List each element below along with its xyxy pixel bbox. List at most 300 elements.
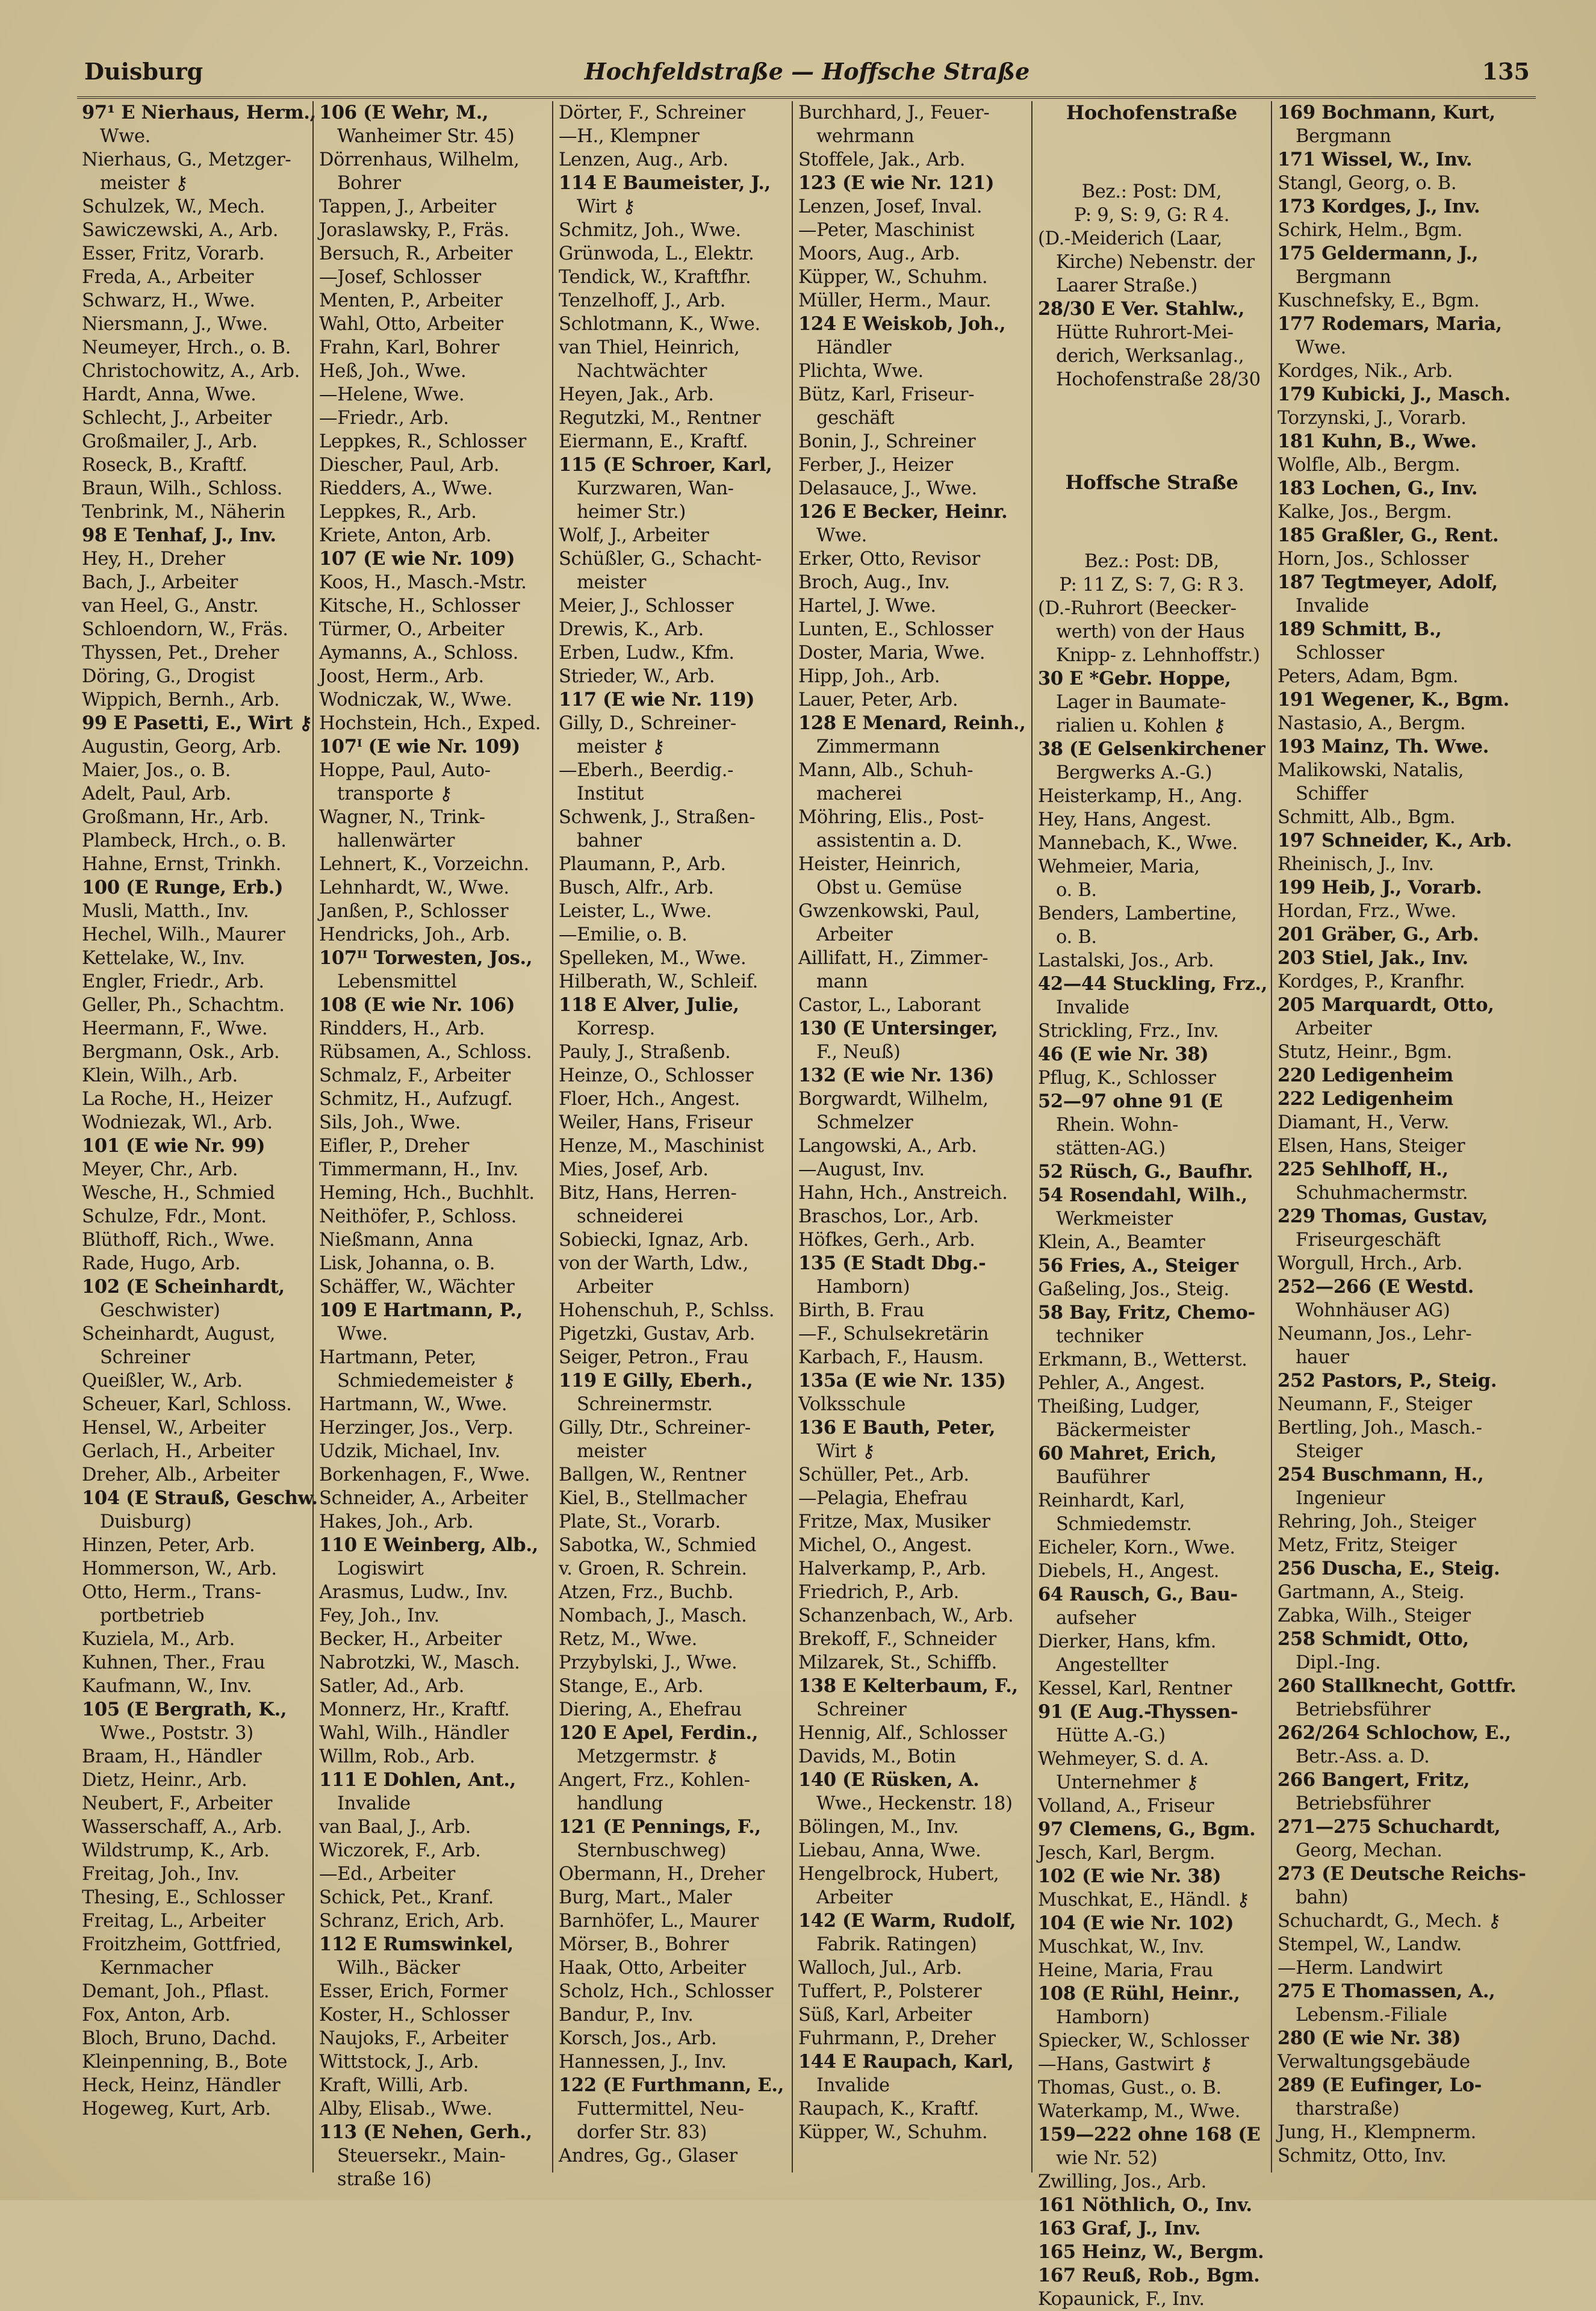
resident-entry: Wwe., Poststr. 3) (100, 1723, 253, 1744)
resident-entry: Hoppe, Paul, Auto- (319, 760, 491, 781)
house-entry: 58 Bay, Fritz, Chemo- (1038, 1302, 1255, 1323)
house-entry: 252 Pastors, P., Steig. (1278, 1370, 1497, 1392)
resident-entry: Borgwardt, Wilhelm, (798, 1089, 989, 1110)
house-entry: 104 (E wie Nr. 102) (1038, 1912, 1234, 1934)
house-entry: 38 (E Gelsenkirchener (1038, 738, 1265, 760)
resident-entry: Bohrer (337, 173, 401, 194)
resident-entry: —Peter, Maschinist (798, 220, 975, 241)
house-entry: 175 Geldermann, J., (1278, 243, 1479, 264)
resident-entry: Kleinpenning, B., Bote (82, 2051, 288, 2073)
resident-entry: Plichta, Wwe. (798, 361, 924, 382)
resident-entry: Thyssen, Pet., Dreher (82, 642, 279, 664)
resident-entry: Wahl, Wilh., Händler (319, 1723, 509, 1744)
resident-entry: Tenzelhoff, J., Arb. (559, 290, 726, 311)
resident-entry: Hamborn) (1056, 2007, 1150, 2028)
house-entry: 142 (E Warm, Rudolf, (798, 1910, 1016, 1932)
resident-entry: Lehnert, K., Vorzeichn. (319, 854, 529, 875)
column-divider (792, 101, 793, 2173)
resident-entry: Eiermann, E., Kraftf. (559, 431, 748, 452)
resident-entry: Waterkamp, M., Wwe. (1038, 2101, 1241, 2122)
resident-entry: Fey, Joh., Inv. (319, 1605, 439, 1626)
resident-entry: Peters, Adam, Bgm. (1278, 666, 1459, 687)
house-entry: 64 Rausch, G., Bau- (1038, 1584, 1238, 1605)
resident-entry: Schwarz, H., Wwe. (82, 290, 255, 311)
house-entry: 52 Rüsch, G., Baufhr. (1038, 1161, 1253, 1183)
house-entry: 107ᴵ (E wie Nr. 109) (319, 736, 520, 757)
resident-entry: Schüßler, G., Schacht- (559, 549, 762, 570)
resident-entry: Wwe., Heckenstr. 18) (816, 1793, 1013, 1814)
resident-entry: Mann, Alb., Schuh- (798, 760, 973, 781)
resident-entry: Pflug, K., Schlosser (1038, 1068, 1216, 1089)
resident-entry: Rhein. Wohn- (1056, 1115, 1179, 1136)
resident-entry: F., Neuß) (816, 1042, 901, 1063)
resident-entry: Michel, O., Angest. (798, 1535, 972, 1556)
resident-entry: Bauführer (1056, 1467, 1150, 1488)
house-entry: 185 Graßler, G., Rent. (1278, 524, 1499, 546)
resident-entry: Nabrotzki, W., Masch. (319, 1652, 520, 1673)
resident-entry: Korsch, Jos., Arb. (559, 2028, 717, 2049)
resident-entry: Frahn, Karl, Bohrer (319, 337, 500, 358)
resident-entry: aufseher (1056, 1608, 1136, 1629)
resident-entry: Stange, E., Arb. (559, 1676, 704, 1697)
house-entry: 140 (E Rüsken, A. (798, 1769, 980, 1791)
resident-entry: Bölingen, M., Inv. (798, 1817, 959, 1838)
resident-entry: Hommerson, W., Arb. (82, 1558, 277, 1579)
resident-entry: Andres, Gg., Glaser (559, 2145, 737, 2166)
resident-entry: Arbeiter (816, 1887, 893, 1908)
house-entry: 102 (E Scheinhardt, (82, 1276, 285, 1298)
resident-entry: (D.-Ruhrort (Beecker- (1038, 598, 1237, 619)
resident-entry: —Pelagia, Ehefrau (798, 1488, 968, 1509)
resident-entry: stätten-AG.) (1056, 1138, 1166, 1159)
resident-entry: Meyer, Chr., Arb. (82, 1159, 238, 1180)
resident-entry: Hey, H., Dreher (82, 549, 225, 570)
resident-entry: tharstraße) (1296, 2098, 1400, 2120)
resident-entry: Schmitz, Joh., Wwe. (559, 220, 741, 241)
resident-entry: Theißing, Ludger, (1038, 1396, 1200, 1417)
resident-entry: Mies, Josef, Arb. (559, 1159, 709, 1180)
resident-entry: Neumeyer, Hrch., o. B. (82, 337, 291, 358)
resident-entry: Geschwister) (100, 1300, 220, 1321)
resident-entry: Hengelbrock, Hubert, (798, 1864, 999, 1885)
resident-entry: Wilh., Bäcker (337, 1958, 460, 1979)
resident-entry: Busch, Alfr., Arb. (559, 877, 714, 898)
resident-entry: Bitz, Hans, Herren- (559, 1183, 737, 1204)
resident-entry: —Friedr., Arb. (319, 408, 449, 429)
resident-entry: Wagner, N., Trink- (319, 807, 485, 828)
resident-entry: Bergmann (1296, 267, 1391, 288)
resident-entry: Duisburg) (100, 1511, 191, 1532)
street-heading: Hoffsche Straße (1065, 471, 1238, 494)
resident-entry: Worgull, Hrch., Arb. (1278, 1253, 1463, 1274)
resident-entry: Wwe. (337, 1323, 388, 1345)
resident-entry: Schiffer (1296, 783, 1368, 804)
resident-entry: Neithöfer, P., Schloss. (319, 1206, 517, 1227)
house-entry: 135a (E wie Nr. 135) (798, 1370, 1006, 1392)
resident-entry: Hendricks, Joh., Arb. (319, 924, 511, 945)
resident-entry: Engler, Friedr., Arb. (82, 971, 264, 992)
resident-entry: Strickling, Frz., Inv. (1038, 1021, 1219, 1042)
resident-entry: Fabrik. Ratingen) (816, 1934, 977, 1955)
resident-entry: Knipp- z. Lehnhoffstr.) (1056, 645, 1260, 666)
resident-entry: Lastalski, Jos., Arb. (1038, 950, 1214, 971)
resident-entry: Schulze, Fdr., Mont. (82, 1206, 267, 1227)
house-entry: 117 (E wie Nr. 119) (559, 689, 755, 711)
resident-entry: Sabotka, W., Schmied (559, 1535, 757, 1556)
house-entry: 56 Fries, A., Steiger (1038, 1255, 1238, 1277)
house-entry: 260 Stallknecht, Gottfr. (1278, 1675, 1517, 1697)
house-entry: 187 Tegtmeyer, Adolf, (1278, 571, 1498, 593)
resident-entry: Kuziela, M., Arb. (82, 1629, 235, 1650)
resident-entry: —Herm. Landwirt (1278, 1958, 1442, 1979)
resident-entry: Bertling, Joh., Masch.- (1278, 1417, 1482, 1439)
column-4 (793, 101, 1029, 2185)
resident-entry: Moors, Aug., Arb. (798, 243, 960, 264)
resident-entry: Joraslawsky, P., Fräs. (319, 220, 509, 241)
resident-entry: Mannebach, K., Wwe. (1038, 833, 1238, 854)
resident-entry: Höfkes, Gerh., Arb. (798, 1230, 975, 1251)
resident-entry: Bersuch, R., Arbeiter (319, 243, 513, 264)
spacer (1038, 504, 1265, 540)
resident-entry: Mörser, B., Bohrer (559, 1934, 729, 1955)
resident-entry: Barnhöfer, L., Maurer (559, 1911, 759, 1932)
resident-entry: Futtermittel, Neu- (577, 2098, 744, 2120)
resident-entry: Hensel, W., Arbeiter (82, 1417, 266, 1439)
column-divider (1031, 101, 1032, 2173)
resident-entry: Froitzheim, Gottfried, (82, 1934, 282, 1955)
house-entry: 109 E Hartmann, P., (319, 1299, 523, 1321)
resident-entry: Wwe. (100, 126, 151, 147)
resident-entry: Türmer, O., Arbeiter (319, 619, 505, 640)
spacer (1038, 134, 1265, 170)
resident-entry: Timmermann, H., Inv. (319, 1159, 519, 1180)
resident-entry: Schranz, Erich, Arb. (319, 1911, 505, 1932)
resident-entry: Esser, Fritz, Vorarb. (82, 243, 265, 264)
resident-entry: Wippich, Bernh., Arb. (82, 689, 280, 711)
house-entry: 289 (E Eufinger, Lo- (1278, 2074, 1482, 2096)
resident-entry: Reinhardt, Karl, (1038, 1490, 1185, 1511)
resident-entry: Nierhaus, G., Metzger- (82, 149, 291, 170)
resident-entry: La Roche, H., Heizer (82, 1089, 273, 1110)
resident-entry: Heß, Joh., Wwe. (319, 361, 467, 382)
resident-entry: Steiger (1296, 1441, 1363, 1462)
resident-entry: Kettelake, W., Inv. (82, 948, 245, 969)
house-entry: 280 (E wie Nr. 38) (1278, 2027, 1461, 2049)
resident-entry: Koos, H., Masch.-Mstr. (319, 572, 527, 593)
resident-entry: Nachtwächter (577, 361, 707, 382)
resident-entry: Thomas, Gust., o. B. (1038, 2077, 1222, 2098)
resident-entry: techniker (1056, 1326, 1143, 1347)
resident-entry: Kiel, B., Stellmacher (559, 1488, 747, 1509)
resident-entry: Hechel, Wilh., Maurer (82, 924, 285, 945)
resident-entry: Hartmann, W., Wwe. (319, 1394, 508, 1415)
resident-entry: Wodniczak, W., Wwe. (319, 689, 512, 711)
house-entry: 28/30 E Ver. Stahlw., (1038, 298, 1245, 320)
house-entry: 126 E Becker, Heinr. (798, 501, 1008, 523)
resident-entry: Sternbuschweg) (577, 1840, 727, 1861)
resident-entry: Wiczorek, F., Arb. (319, 1840, 481, 1861)
house-entry: 138 E Kelterbaum, F., (798, 1675, 1018, 1697)
column-divider (552, 101, 553, 2173)
resident-entry: Heck, Heinz, Händler (82, 2075, 281, 2096)
house-entry: 124 E Weiskob, Joh., (798, 313, 1006, 335)
resident-entry: Fox, Anton, Arb. (82, 2005, 231, 2026)
house-entry: 203 Stiel, Jak., Inv. (1278, 947, 1468, 969)
house-entry: 108 (E wie Nr. 106) (319, 994, 515, 1016)
resident-entry: Gilly, D., Schreiner- (559, 713, 736, 734)
house-entry: 144 E Raupach, Karl, (798, 2051, 1014, 2073)
resident-entry: Arbeiter (577, 1277, 653, 1298)
running-head (84, 58, 1530, 100)
resident-entry: Diamant, H., Verw. (1278, 1112, 1450, 1133)
resident-entry: Schreinermstr. (577, 1394, 713, 1415)
house-entry: 105 (E Bergrath, K., (82, 1699, 287, 1720)
resident-entry: Dietz, Heinr., Arb. (82, 1770, 247, 1791)
resident-entry: macherei (816, 783, 902, 804)
house-entry: 181 Kuhn, B., Wwe. (1278, 431, 1477, 452)
resident-entry: Ferber, J., Heizer (798, 455, 953, 476)
house-entry: 266 Bangert, Fritz, (1278, 1769, 1470, 1791)
resident-entry: meister (577, 572, 647, 593)
resident-entry: Sobiecki, Ignaz, Arb. (559, 1230, 749, 1251)
column-2 (314, 101, 550, 2190)
resident-entry: Bäckermeister (1056, 1420, 1190, 1441)
resident-entry: Laarer Straße.) (1056, 275, 1197, 296)
resident-entry: Schmiedemeister ⚷ (337, 1370, 516, 1392)
resident-entry: Brekoff, F., Schneider (798, 1629, 996, 1650)
house-entry: 122 (E Furthmann, E., (559, 2074, 784, 2096)
resident-entry: Thesing, E., Schlosser (82, 1887, 285, 1908)
house-entry: 102 (E wie Nr. 38) (1038, 1865, 1222, 1887)
resident-entry: Bütz, Karl, Friseur- (798, 384, 975, 405)
resident-entry: —Josef, Schlosser (319, 267, 481, 288)
column-6 (1273, 101, 1526, 2185)
resident-entry: Scheinhardt, August, (82, 1323, 276, 1345)
resident-entry: Hochofenstraße 28/30 (1056, 369, 1261, 390)
resident-entry: Roseck, B., Kraftf. (82, 455, 247, 476)
resident-entry: Musli, Matth., Inv. (82, 901, 249, 922)
house-entry: 256 Duscha, E., Steig. (1278, 1558, 1500, 1579)
resident-entry: Weiler, Hans, Friseur (559, 1112, 753, 1133)
resident-entry: handlung (577, 1793, 663, 1814)
resident-entry: Jung, H., Klempnerm. (1278, 2122, 1477, 2143)
resident-entry: Dierker, Hans, kfm. (1038, 1631, 1217, 1652)
house-entry: 100 (E Runge, Erb.) (82, 877, 284, 898)
resident-entry: Schmelzer (816, 1112, 913, 1133)
resident-entry: hallenwärter (337, 830, 455, 851)
resident-entry: Dörrenhaus, Wilhelm, (319, 149, 520, 170)
resident-entry: Kraft, Willi, Arb. (319, 2075, 469, 2096)
resident-entry: Christochowitz, A., Arb. (82, 361, 300, 382)
resident-entry: Wehmeier, Maria, (1038, 856, 1200, 877)
resident-entry: Lauer, Peter, Arb. (798, 689, 958, 711)
resident-entry: Maier, Jos., o. B. (82, 760, 231, 781)
resident-entry: Nastasio, A., Bergm. (1278, 713, 1466, 734)
resident-entry: v. Groen, R. Schrein. (559, 1558, 747, 1579)
house-entry: 225 Sehlhoff, H., (1278, 1159, 1449, 1180)
resident-entry: Küpper, W., Schuhm. (798, 2122, 988, 2143)
resident-entry: derich, Werksanlag., (1056, 346, 1244, 367)
resident-entry: Bergwerks A.-G.) (1056, 762, 1213, 783)
resident-entry: Regutzki, M., Rentner (559, 408, 761, 429)
resident-entry: —Eberh., Beerdig.- (559, 760, 734, 781)
resident-entry: Neubert, F., Arbeiter (82, 1793, 273, 1814)
resident-entry: Werkmeister (1056, 1208, 1173, 1230)
resident-entry: Elsen, Hans, Steiger (1278, 1136, 1465, 1157)
house-entry: 183 Lochen, G., Inv. (1278, 477, 1478, 499)
house-entry: 161 Nöthlich, O., Inv. (1038, 2194, 1252, 2216)
resident-entry: Wohnhäuser AG) (1296, 1300, 1450, 1321)
resident-entry: Schreiner (816, 1699, 907, 1720)
resident-entry: Otto, Herm., Trans- (82, 1582, 261, 1603)
house-entry: 189 Schmitt, B., (1278, 618, 1442, 640)
resident-entry: Hordan, Frz., Wwe. (1278, 901, 1456, 922)
resident-entry: Birth, B. Frau (798, 1300, 925, 1321)
resident-entry: Invalide (337, 1793, 411, 1814)
resident-entry: Koster, H., Schlosser (319, 2005, 509, 2026)
resident-entry: Strieder, W., Arb. (559, 666, 715, 687)
resident-entry: Schulzek, W., Mech. (82, 196, 265, 217)
resident-entry: —Hans, Gastwirt ⚷ (1038, 2054, 1213, 2075)
resident-entry: Wwe. (1296, 337, 1347, 358)
resident-entry: Haak, Otto, Arbeiter (559, 1958, 746, 1979)
resident-entry: Metz, Fritz, Steiger (1278, 1535, 1457, 1556)
resident-entry: Hardt, Anna, Wwe. (82, 384, 256, 405)
resident-entry: Neumann, Jos., Lehr- (1278, 1323, 1472, 1345)
spacer (1038, 401, 1265, 461)
resident-entry: Schick, Pet., Kranf. (319, 1887, 494, 1908)
resident-entry: Queißler, W., Arb. (82, 1370, 243, 1392)
resident-entry: Eifler, P., Dreher (319, 1136, 470, 1157)
resident-entry: Georg, Mechan. (1296, 1840, 1442, 1861)
resident-entry: mann (816, 971, 868, 992)
resident-entry: Wehmeyer, S. d. A. (1038, 1749, 1209, 1770)
house-entry: 136 E Bauth, Peter, (798, 1417, 996, 1439)
resident-entry: Kaufmann, W., Inv. (82, 1676, 252, 1697)
column-divider (312, 101, 314, 2173)
resident-entry: Kalke, Jos., Bergm. (1278, 502, 1452, 523)
resident-entry: Wirt ⚷ (577, 196, 636, 217)
house-entry: 229 Thomas, Gustav, (1278, 1205, 1488, 1227)
resident-entry: Wahl, Otto, Arbeiter (319, 314, 503, 335)
resident-entry: Schmitz, Otto, Inv. (1278, 2145, 1447, 2166)
resident-entry: Schneider, A., Arbeiter (319, 1488, 528, 1509)
resident-entry: Arbeiter (1296, 1018, 1372, 1039)
resident-entry: Arasmus, Ludw., Inv. (319, 1582, 509, 1603)
house-entry: 113 (E Nehen, Gerh., (319, 2121, 532, 2143)
resident-entry: Bergmann (1296, 126, 1391, 147)
resident-entry: Dipl.-Ing. (1296, 1652, 1381, 1673)
resident-entry: Meier, J., Schlosser (559, 596, 734, 617)
resident-entry: Schuchardt, G., Mech. ⚷ (1278, 1911, 1501, 1932)
resident-entry: Volland, A., Friseur (1038, 1796, 1214, 1817)
resident-entry: Fuhrmann, P., Dreher (798, 2028, 996, 2049)
resident-entry: Döring, G., Drogist (82, 666, 255, 687)
resident-entry: Hochstein, Hch., Exped. (319, 713, 541, 734)
resident-entry: Erker, Otto, Revisor (798, 549, 980, 570)
house-entry: 107 (E wie Nr. 109) (319, 548, 515, 570)
resident-entry: Gerlach, H., Arbeiter (82, 1441, 275, 1462)
resident-entry: Horn, Jos., Schlosser (1278, 549, 1469, 570)
resident-entry: Kessel, Karl, Rentner (1038, 1678, 1232, 1699)
resident-entry: Seiger, Petron., Frau (559, 1347, 749, 1368)
resident-entry: Karbach, F., Hausm. (798, 1347, 984, 1368)
resident-entry: Burg, Mart., Maler (559, 1887, 732, 1908)
resident-entry: Hütte A.-G.) (1056, 1725, 1166, 1746)
resident-entry: Dörter, F., Schreiner (559, 102, 745, 123)
house-entry: 99 E Pasetti, E., Wirt ⚷ (82, 712, 312, 734)
resident-entry: Lehnhardt, W., Wwe. (319, 877, 509, 898)
house-entry: 171 Wissel, W., Inv. (1278, 149, 1473, 170)
resident-entry: Plambeck, Hrch., o. B. (82, 830, 287, 851)
resident-entry: Leppkes, R., Arb. (319, 502, 477, 523)
resident-entry: Demant, Joh., Pflast. (82, 1981, 270, 2002)
resident-entry: Kuhnen, Ther., Frau (82, 1652, 265, 1673)
house-entry: 121 (E Pennings, F., (559, 1816, 761, 1838)
resident-entry: Heine, Maria, Frau (1038, 1960, 1213, 1981)
house-entry: 111 E Dohlen, Ant., (319, 1769, 516, 1791)
resident-entry: van Baal, J., Arb. (319, 1817, 471, 1838)
resident-entry: dorfer Str. 83) (577, 2122, 707, 2143)
resident-entry: Pehler, A., Angest. (1038, 1373, 1205, 1394)
resident-entry: bahn) (1296, 1887, 1349, 1908)
resident-entry: Broch, Aug., Inv. (798, 572, 950, 593)
resident-entry: Castor, L., Laborant (798, 995, 981, 1016)
resident-entry: Hartel, J. Wwe. (798, 596, 936, 617)
house-entry: 128 E Menard, Reinh., (798, 712, 1026, 734)
house-entry: 98 E Tenhaf, J., Inv. (82, 524, 276, 546)
resident-entry: Liebau, Anna, Wwe. (798, 1840, 981, 1861)
resident-entry: Invalide (1056, 997, 1129, 1018)
resident-entry: Hahne, Ernst, Trinkh. (82, 854, 282, 875)
resident-entry: Süß, Karl, Arbeiter (798, 2005, 972, 2026)
house-entry: 60 Mahret, Erich, (1038, 1443, 1217, 1464)
resident-entry: Bergmann, Osk., Arb. (82, 1042, 280, 1063)
resident-entry: Walloch, Jul., Arb. (798, 1958, 962, 1979)
resident-entry: Betriebsführer (1296, 1793, 1430, 1814)
resident-entry: Heming, Hch., Buchhlt. (319, 1183, 535, 1204)
resident-entry: —F., Schulsekretärin (798, 1323, 989, 1345)
house-entry: 91 (E Aug.-Thyssen- (1038, 1701, 1238, 1723)
resident-entry: van Thiel, Heinrich, (559, 337, 740, 358)
house-entry: 112 E Rumswinkel, (319, 1933, 514, 1955)
resident-entry: Bach, J., Arbeiter (82, 572, 238, 593)
resident-entry: Adelt, Paul, Arb. (82, 783, 231, 804)
house-entry: 167 Reuß, Rob., Bgm. (1038, 2265, 1260, 2286)
resident-entry: Lenzen, Aug., Arb. (559, 149, 728, 170)
resident-entry: Korresp. (577, 1018, 656, 1039)
resident-entry: —Emilie, o. B. (559, 924, 688, 945)
house-entry: 258 Schmidt, Otto, (1278, 1628, 1469, 1650)
resident-entry: Diebels, H., Angest. (1038, 1561, 1220, 1582)
resident-entry: o. B. (1056, 880, 1097, 901)
resident-entry: Rindders, H., Arb. (319, 1018, 485, 1039)
resident-entry: Angert, Frz., Kohlen- (559, 1770, 750, 1791)
resident-entry: Plate, St., Vorarb. (559, 1511, 721, 1532)
resident-entry: Naujoks, F., Arbeiter (319, 2028, 508, 2049)
resident-entry: Hannessen, J., Inv. (559, 2051, 727, 2073)
resident-entry: Hogeweg, Kurt, Arb. (82, 2098, 271, 2120)
house-entry: 118 E Alver, Julie, (559, 994, 739, 1016)
resident-entry: Kernmacher (100, 1958, 213, 1979)
resident-entry: Gaßeling, Jos., Steig. (1038, 1279, 1229, 1300)
house-entry: 104 (E Strauß, Geschw. (82, 1487, 318, 1509)
resident-entry: Hahn, Hch., Anstreich. (798, 1183, 1008, 1204)
resident-entry: Friseurgeschäft (1296, 1230, 1441, 1251)
resident-entry: Zimmermann (816, 736, 940, 757)
resident-entry: Satler, Ad., Arb. (319, 1676, 465, 1697)
resident-entry: Kordges, P., Kranfhr. (1278, 971, 1465, 992)
